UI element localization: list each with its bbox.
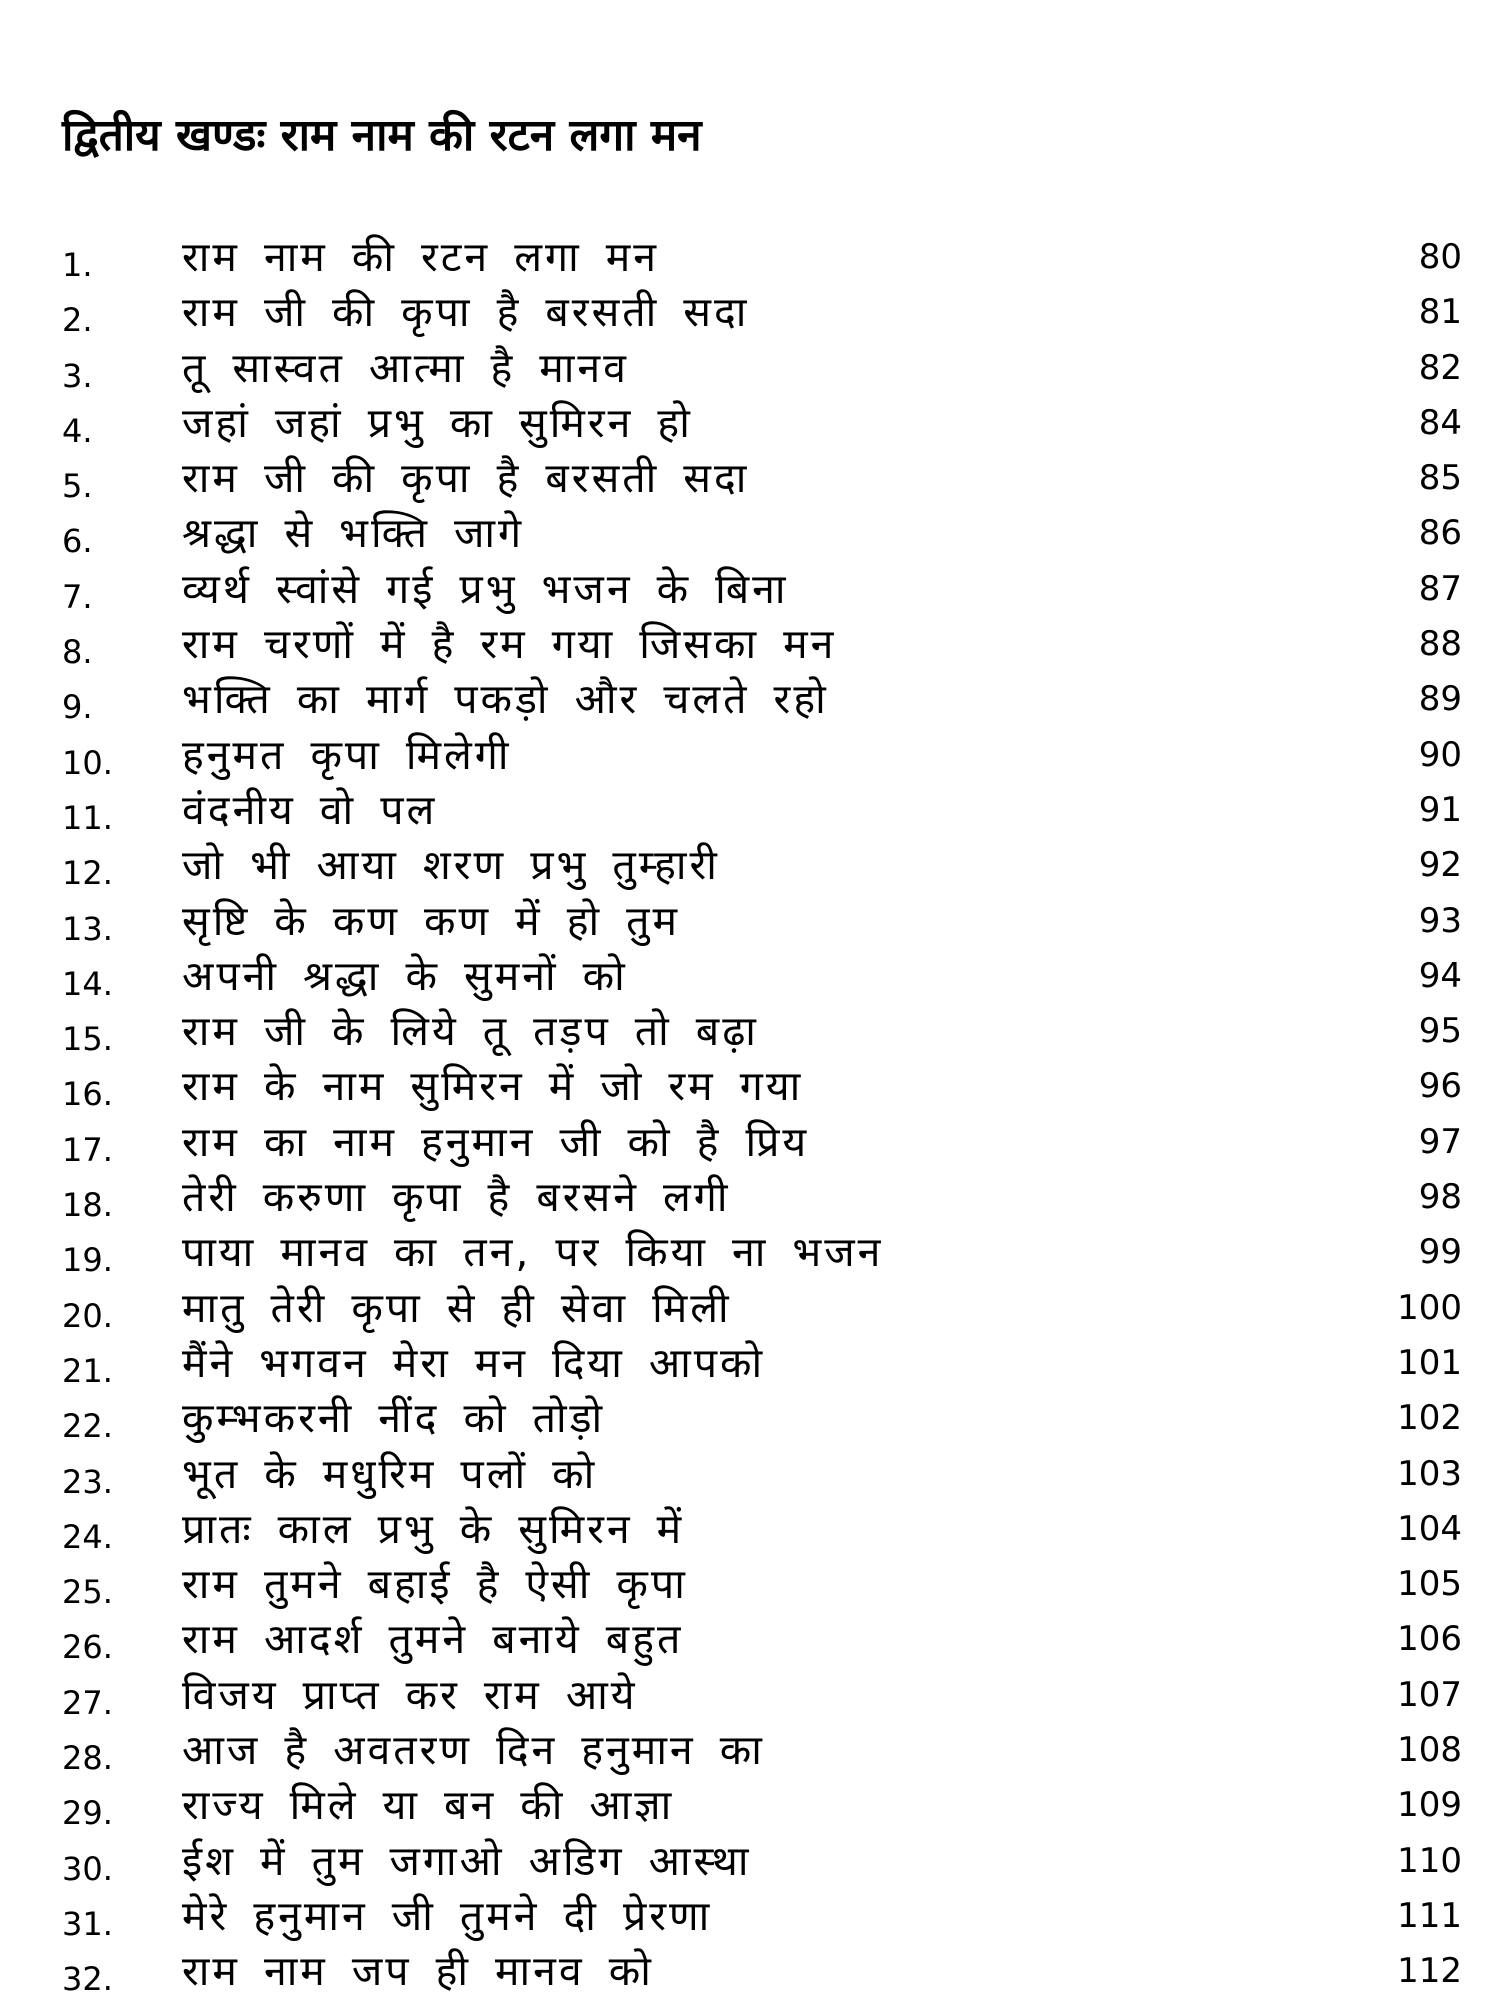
toc-entry-title: राम आदर्श तुमने बनाये बहुत: [182, 1615, 684, 1664]
toc-entry: [62, 1281, 1462, 1336]
toc-entry-title: राज्य मिले या बन की आज्ञा: [182, 1781, 675, 1830]
toc-entry-page: 106: [1397, 1619, 1462, 1660]
toc-entry: [62, 1723, 1462, 1778]
toc-entry-title: राम तुमने बहाई है ऐसी कृपा: [182, 1560, 688, 1609]
toc-entry: [62, 396, 1462, 451]
toc-entry-number: 1.: [62, 246, 93, 284]
toc-entry-number: 15.: [62, 1020, 113, 1059]
toc-entry-number: 26.: [62, 1628, 113, 1667]
toc-entry-number: 28.: [62, 1739, 113, 1778]
toc-entry: [62, 894, 1462, 949]
toc-entry-title: भक्ति का मार्ग पकड़ो और चलते रहो: [182, 675, 829, 724]
section-heading: द्वितीय खण्डः राम नाम की रटन लगा मन: [62, 110, 702, 161]
toc-entry-number: 2.: [62, 301, 93, 340]
toc-entry: [62, 1944, 1462, 1999]
toc-entry-page: 109: [1397, 1785, 1462, 1826]
toc-entry-title: श्रद्धा से भक्ति जागे: [182, 509, 525, 558]
table-of-contents: [62, 230, 1462, 2000]
toc-entry-page: 91: [1418, 789, 1462, 830]
toc-entry-title: मैंने भगवन मेरा मन दिया आपको: [182, 1338, 766, 1387]
toc-entry-page: 98: [1418, 1177, 1462, 1218]
toc-entry: [62, 1336, 1462, 1391]
toc-entry-page: 105: [1397, 1564, 1462, 1605]
toc-entry-number: 25.: [62, 1573, 113, 1612]
toc-entry-number: 20.: [62, 1296, 113, 1335]
toc-entry-page: 95: [1418, 1011, 1462, 1052]
toc-entry-page: 80: [1418, 237, 1462, 277]
toc-entry-page: 82: [1418, 347, 1462, 388]
toc-entry: [62, 617, 1462, 672]
toc-entry-number: 11.: [62, 798, 113, 837]
toc-entry-title: हनुमत कृपा मिलेगी: [182, 730, 512, 779]
toc-entry: [62, 1557, 1462, 1612]
toc-entry-page: 90: [1418, 734, 1462, 775]
toc-entry-page: 96: [1418, 1066, 1462, 1107]
toc-entry-number: 12.: [62, 854, 113, 893]
toc-entry-title: राम जी की कृपा है बरसती सदा: [182, 454, 750, 503]
toc-entry-number: 9.: [62, 688, 93, 727]
toc-entry-page: 101: [1397, 1342, 1462, 1383]
toc-entry-number: 30.: [62, 1849, 113, 1888]
toc-entry-title: राम का नाम हनुमान जी को है प्रिय: [182, 1117, 810, 1166]
toc-entry-number: 6.: [62, 522, 93, 561]
toc-entry-number: 24.: [62, 1517, 113, 1556]
toc-entry: [62, 285, 1462, 340]
toc-entry: [62, 562, 1462, 617]
toc-entry: [62, 1225, 1462, 1280]
toc-entry-number: 13.: [62, 909, 113, 948]
toc-entry-title: मातु तेरी कृपा से ही सेवा मिली: [182, 1283, 732, 1332]
toc-entry-title: पाया मानव का तन, पर किया ना भजन: [182, 1228, 884, 1277]
toc-entry-page: 81: [1418, 292, 1462, 333]
toc-entry-page: 102: [1397, 1398, 1462, 1439]
toc-entry: [62, 1391, 1462, 1446]
toc-entry: [62, 506, 1462, 561]
toc-entry: [62, 1447, 1462, 1502]
toc-entry: [62, 1668, 1462, 1723]
toc-entry-title: विजय प्राप्त कर राम आये: [182, 1670, 638, 1719]
toc-entry-page: 87: [1418, 568, 1462, 609]
toc-entry-title: राम जी की कृपा है बरसती सदा: [182, 288, 750, 337]
toc-entry-number: 17.: [62, 1130, 113, 1169]
toc-entry-page: 97: [1418, 1121, 1462, 1162]
toc-entry-title: मेरे हनुमान जी तुमने दी प्रेरणा: [182, 1891, 713, 1940]
toc-entry-page: 103: [1397, 1453, 1462, 1494]
toc-entry-title: जो भी आया शरण प्रभु तुम्हारी: [182, 841, 720, 890]
toc-entry: [62, 1115, 1462, 1170]
toc-entry-number: 31.: [62, 1904, 113, 1943]
toc-entry-number: 18.: [62, 1186, 113, 1225]
toc-entry: [62, 949, 1462, 1004]
toc-entry-page: 112: [1397, 1951, 1462, 1992]
toc-entry-page: 93: [1418, 900, 1462, 941]
toc-entry-page: 107: [1397, 1674, 1462, 1715]
toc-entry-title: जहां जहां प्रभु का सुमिरन हो: [182, 398, 693, 447]
toc-entry-number: 4.: [62, 411, 93, 450]
toc-entry: [62, 1004, 1462, 1059]
toc-entry-title: तू सास्वत आत्मा है मानव: [182, 343, 629, 392]
toc-entry-title: वंदनीय वो पल: [182, 785, 438, 834]
toc-entry-title: सृष्टि के कण कण में हो तुम: [182, 896, 681, 945]
toc-entry-title: भूत के मधुरिम पलों को: [182, 1449, 598, 1498]
toc-entry-number: 21.: [62, 1351, 113, 1390]
toc-entry-number: 23.: [62, 1462, 113, 1501]
toc-entry-page: 86: [1418, 513, 1462, 554]
toc-entry: [62, 783, 1462, 838]
toc-entry: [62, 341, 1462, 396]
toc-entry-number: 27.: [62, 1683, 113, 1722]
toc-entry: [62, 230, 1462, 285]
toc-entry-page: 110: [1397, 1840, 1462, 1881]
toc-entry-title: राम के नाम सुमिरन में जो रम गया: [182, 1062, 804, 1111]
toc-entry-page: 104: [1397, 1508, 1462, 1549]
toc-entry-title: आज है अवतरण दिन हनुमान का: [182, 1726, 765, 1775]
toc-entry-title: राम जी के लिये तू तड़प तो बढ़ा: [182, 1007, 759, 1056]
toc-entry-title: राम नाम जप ही मानव को: [182, 1947, 654, 1996]
toc-entry: [62, 1170, 1462, 1225]
toc-entry: [62, 1778, 1462, 1833]
toc-entry-title: व्यर्थ स्वांसे गई प्रभु भजन के बिना: [182, 564, 789, 613]
toc-entry-page: 99: [1418, 1232, 1462, 1273]
toc-entry-page: 84: [1418, 402, 1462, 443]
toc-entry-page: 89: [1418, 679, 1462, 720]
toc-entry: [62, 672, 1462, 727]
toc-entry-page: 88: [1418, 624, 1462, 665]
toc-entry-number: 19.: [62, 1241, 113, 1280]
toc-entry-number: 14.: [62, 964, 113, 1003]
toc-entry-number: 10.: [62, 743, 113, 782]
toc-entry-title: राम नाम की रटन लगा मन: [182, 233, 660, 281]
toc-entry-page: 92: [1418, 845, 1462, 886]
toc-entry-number: 3.: [62, 356, 93, 395]
toc-entry-page: 85: [1418, 458, 1462, 499]
toc-entry-title: तेरी करुणा कृपा है बरसने लगी: [182, 1173, 731, 1222]
toc-entry-page: 94: [1418, 955, 1462, 996]
toc-entry: [62, 1612, 1462, 1667]
toc-entry-number: 29.: [62, 1794, 113, 1833]
toc-entry: [62, 728, 1462, 783]
toc-entry-number: 8.: [62, 633, 93, 672]
toc-entry-title: ईश में तुम जगाओ अडिग आस्था: [182, 1836, 752, 1885]
toc-entry-page: 100: [1397, 1287, 1462, 1328]
toc-entry-number: 16.: [62, 1075, 113, 1114]
toc-entry-title: अपनी श्रद्धा के सुमनों को: [182, 951, 628, 1000]
toc-entry-page: 108: [1397, 1730, 1462, 1771]
toc-entry: [62, 1834, 1462, 1889]
toc-entry: [62, 1502, 1462, 1557]
toc-entry-title: प्रातः काल प्रभु के सुमिरन में: [182, 1504, 685, 1553]
toc-entry-title: कुम्भकरनी नींद को तोड़ो: [182, 1394, 606, 1443]
toc-entry-number: 7.: [62, 577, 93, 616]
toc-entry: [62, 838, 1462, 893]
toc-entry: [62, 1059, 1462, 1114]
toc-entry-number: 22.: [62, 1407, 113, 1446]
toc-entry: [62, 1889, 1462, 1944]
toc-entry-title: राम चरणों में है रम गया जिसका मन: [182, 620, 837, 669]
toc-entry: [62, 451, 1462, 506]
toc-entry-number: 32.: [62, 1960, 113, 1999]
toc-entry-number: 5.: [62, 467, 93, 506]
toc-entry-page: 111: [1397, 1895, 1462, 1936]
